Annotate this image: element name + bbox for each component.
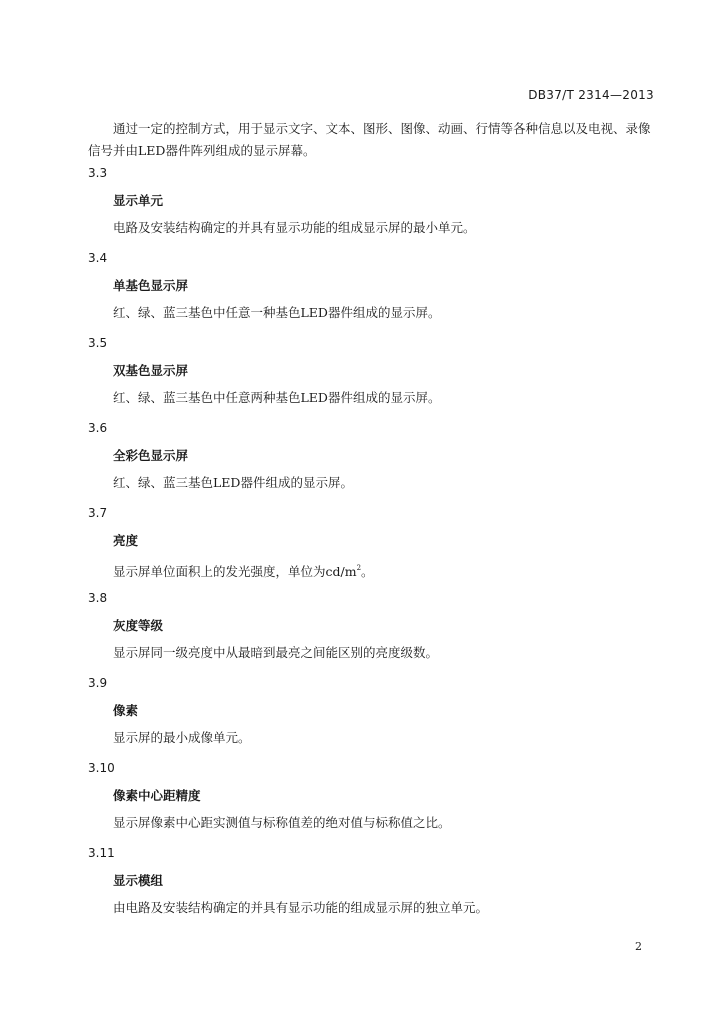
term-definition: 显示屏像素中心距实测值与标称值差的绝对值与标称值之比。 <box>113 815 451 830</box>
clause-number: 3.6 <box>88 421 108 435</box>
term-title: 单基色显示屏 <box>113 278 189 293</box>
term-title: 显示模组 <box>113 873 164 888</box>
clause-number: 3.4 <box>88 251 108 265</box>
term-definition: 由电路及安装结构确定的并具有显示功能的组成显示屏的独立单元。 <box>113 900 489 915</box>
term-entry-3-10 <box>88 760 658 845</box>
term-title: 双基色显示屏 <box>113 363 189 378</box>
clause-number: 3.7 <box>88 506 108 520</box>
clause-number: 3.9 <box>88 676 108 690</box>
term-title: 像素 <box>113 703 139 718</box>
term-entries <box>88 165 658 930</box>
page-number: 2 <box>635 940 642 953</box>
term-definition: 显示屏的最小成像单元。 <box>113 730 251 745</box>
term-title: 像素中心距精度 <box>113 788 201 803</box>
term-entry-3-8 <box>88 590 658 675</box>
term-entry-3-7 <box>88 505 658 590</box>
term-entry-3-9 <box>88 675 658 760</box>
term-definition: 电路及安装结构确定的并具有显示功能的组成显示屏的最小单元。 <box>113 220 476 235</box>
term-definition: 显示屏同一级亮度中从最暗到最亮之间能区别的亮度级数。 <box>113 645 439 660</box>
clause-number: 3.3 <box>88 166 108 180</box>
intro-paragraph: 通过一定的控制方式，用于显示文字、文本、图形、图像、动画、行情等各种信息以及电视、录像信号并由LED器件阵列组成的显示屏幕。 <box>88 121 651 158</box>
term-title: 全彩色显示屏 <box>113 448 189 463</box>
term-definition <box>113 560 374 580</box>
term-definition: 红、绿、蓝三基色中任意两种基色LED器件组成的显示屏。 <box>113 390 441 405</box>
term-entry-3-4 <box>88 250 658 335</box>
term-definition: 红、绿、蓝三基色中任意一种基色LED器件组成的显示屏。 <box>113 305 441 320</box>
term-definition: 红、绿、蓝三基色LED器件组成的显示屏。 <box>113 475 353 490</box>
term-title: 灰度等级 <box>113 618 164 633</box>
definition-text: 显示屏单位面积上的发光强度，单位为cd/m <box>113 564 357 579</box>
unit-superscript: 2 <box>356 564 362 572</box>
term-entry-3-3 <box>88 165 658 250</box>
clause-number: 3.5 <box>88 336 108 350</box>
standard-code: DB37/T 2314—2013 <box>528 88 654 102</box>
term-title: 亮度 <box>113 533 139 548</box>
term-entry-3-6 <box>88 420 658 505</box>
clause-number: 3.10 <box>88 761 115 775</box>
term-entry-3-11 <box>88 845 658 930</box>
term-entry-3-5 <box>88 335 658 420</box>
clause-number: 3.8 <box>88 591 108 605</box>
clause-number: 3.11 <box>88 846 115 860</box>
definition-end: 。 <box>361 564 374 579</box>
term-title: 显示单元 <box>113 193 164 208</box>
